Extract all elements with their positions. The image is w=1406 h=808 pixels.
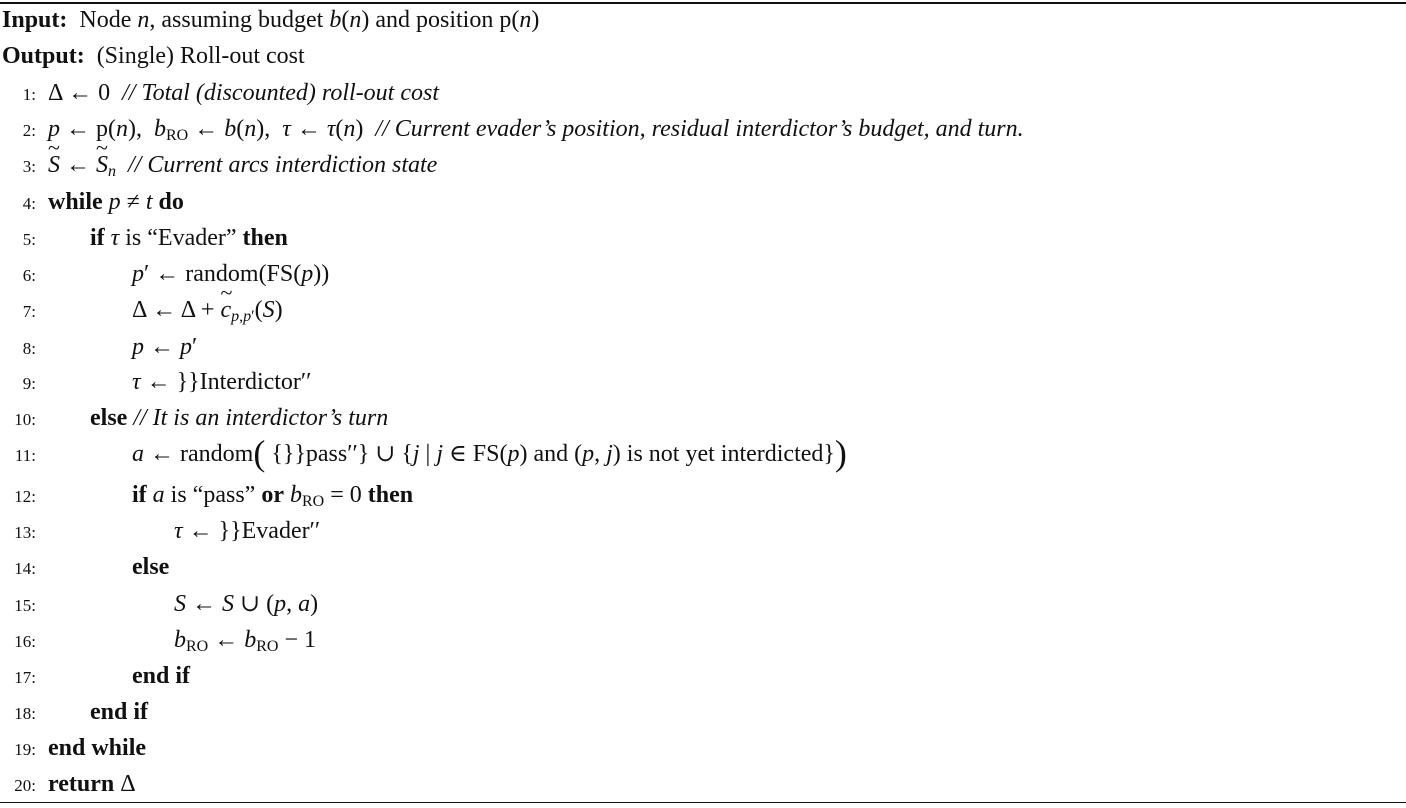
line-code: τ ← }}Interdictor′′ (132, 369, 312, 395)
line-number: 16: (14, 632, 36, 651)
line-code: S ← S ∪ (p, a) (174, 591, 319, 617)
line-number: 7: (22, 302, 36, 321)
line-number: 4: (22, 194, 36, 213)
line-code: τ ← }}Evader′′ (174, 518, 321, 544)
input-keyword: Input: (2, 7, 68, 33)
line-number: 3: (22, 157, 36, 176)
output-line (2, 41, 305, 71)
line-number: 1: (22, 85, 36, 104)
line-code: Δ ← Δ + ~ $c_{p,p'}(S)$ (132, 292, 283, 328)
line-code: else // It is an interdictor’s turn (90, 405, 389, 431)
line-number: 11: (14, 446, 36, 465)
line-code: $b_{RO}$ ← $b_{RO} - 1$ (174, 627, 317, 655)
input-description: Node n, assuming budget b(n) and position p(n) (79, 7, 540, 33)
line-number: 6: (22, 266, 36, 285)
line-code: p ← p(n), $b_{RO}$ ← b(n), τ ← τ(n) // Current evader’s position, residual interdictor’s budget, and turn. (48, 116, 1024, 144)
line-code: ~ S ← ~ $S_n$ // Current arcs interdiction state (48, 147, 437, 183)
line-code: a ← random( {}}pass′′} ∪ {j | j ∈ FS(p) and (p, j) is not yet interdicted}) (132, 433, 847, 473)
line-code: if τ is “Evader” then (90, 225, 288, 251)
line-code: return Δ (48, 771, 136, 797)
line-number: 5: (22, 230, 36, 249)
line-code: p ← p′ (132, 334, 198, 360)
line-number: 18: (14, 704, 36, 723)
line-number: 12: (14, 487, 36, 506)
line-code: if a is “pass” or $b_{RO} = 0$ then (132, 482, 414, 510)
line-number: 10: (14, 410, 36, 429)
bottom-rule (0, 802, 1406, 803)
line-number: 14: (14, 559, 36, 578)
line-number: 8: (22, 339, 36, 358)
line-code: p′ ← random(FS(p)) (132, 261, 330, 287)
line-number: 20: (14, 776, 36, 795)
output-keyword: Output: (2, 43, 85, 69)
line-number: 17: (14, 668, 36, 687)
line-code: end while (48, 735, 147, 761)
line-code: Δ ← 0 // Total (discounted) roll-out cost (48, 80, 439, 106)
line-number: 9: (22, 374, 36, 393)
line-code: while p ≠ t do (48, 189, 184, 215)
input-line (2, 5, 539, 35)
line-code: end if (90, 699, 149, 725)
line-number: 19: (14, 740, 36, 759)
line-code: end if (132, 663, 191, 689)
top-rule (0, 2, 1406, 4)
line-number: 13: (14, 523, 36, 542)
line-number: 15: (14, 596, 36, 615)
line-number: 2: (22, 121, 36, 140)
line-code: else (132, 554, 170, 580)
output-description: (Single) Roll-out cost (96, 43, 305, 69)
